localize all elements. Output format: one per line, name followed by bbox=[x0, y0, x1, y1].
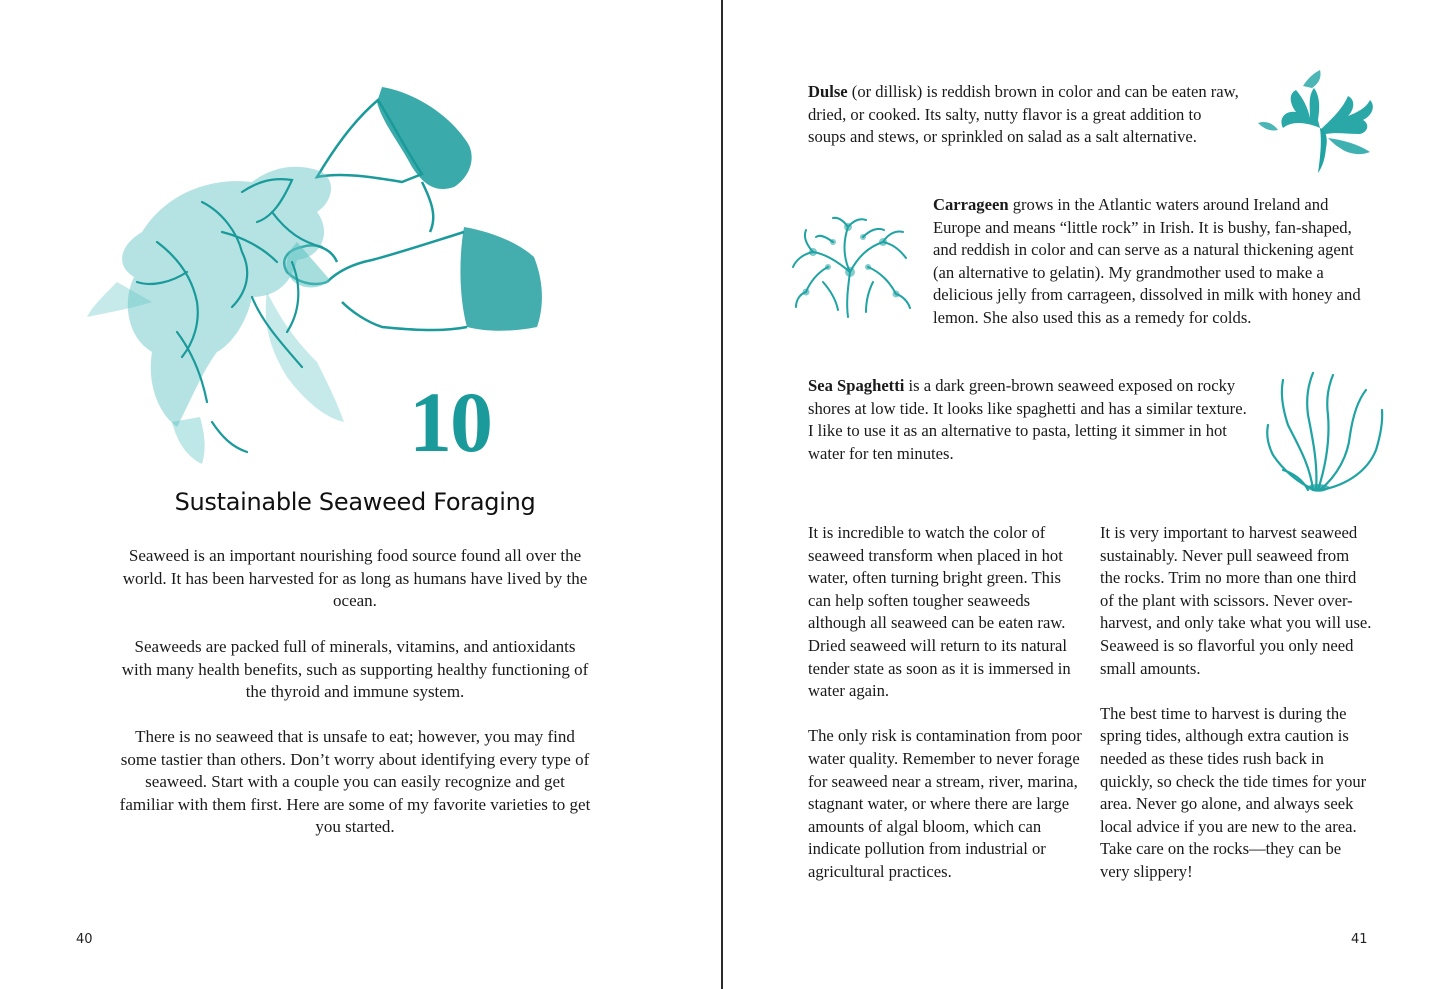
body-paragraph: The only risk is contamination from poor water quality. Remember to never forage for seaweed near a stream, river, marina, stagnant water, or where there are large amounts of algal bloom, which can indicate pollution from industrial or agricultural practices. bbox=[808, 726, 1082, 881]
body-paragraph: The best time to harvest is during the spring tides, although extra caution is needed as these tides rush back in quickly, so check the tide times for your area. Never go alone, and always seek local advice if you are new to the area. Take care on the rocks—they can be very slippery! bbox=[1100, 703, 1367, 881]
variety-description: (or dillisk) is reddish brown in color and can be eaten raw, dried, or cooked. Its salty, nutty flavor is a great addition to soups and stews, or sprinkled on salad as a salt alternative. bbox=[808, 82, 1239, 147]
variety-name: Sea Spaghetti bbox=[808, 376, 905, 395]
carrageen-seaweed-icon bbox=[788, 212, 918, 322]
right-page bbox=[723, 0, 1445, 989]
sea-spaghetti-icon bbox=[1258, 365, 1393, 497]
dulse-seaweed-icon bbox=[1248, 68, 1398, 178]
variety-description: grows in the Atlantic waters around Ireland and Europe and means “little rock” in Irish. It is bushy, fan-shaped, and reddish in color and can serve as a natural thickening agent (an alternative to gelatin). My grandmother used to make a delicious jelly from carrageen, dissolved in milk with honey and lemon. She also used this as a remedy for colds. bbox=[933, 195, 1361, 327]
variety-description: is a dark green-brown seaweed exposed on rocky shores at low tide. It looks like spaghetti and has a similar texture. I like to use it as an alternative to pasta, letting it simmer in hot water for ten minutes. bbox=[808, 376, 1247, 463]
page-number: 40 bbox=[76, 932, 93, 947]
intro-paragraph: Seaweeds are packed full of minerals, vitamins, and antioxidants with many health benefits, such as supporting healthy functioning of the thyroid and immune system. bbox=[121, 637, 589, 702]
body-paragraph: It is incredible to watch the color of seaweed transform when placed in hot water, often turning bright green. This can help soften tougher seaweeds although all seaweed can be eaten raw. Dried seaweed will return to its natural tender state as soon as it is immersed in water again. bbox=[808, 523, 1071, 701]
chapter-number: 10 bbox=[409, 374, 491, 470]
body-paragraph: It is very important to harvest seaweed sustainably. Never pull seaweed from the rocks. Trim no more than one third of the plant with scissors. Never over-harvest, and only take what you will use. Seaweed is so flavorful you only need small amounts. bbox=[1100, 523, 1372, 678]
carrageen-entry bbox=[933, 194, 1373, 330]
intro-paragraph: Seaweed is an important nourishing food source found all over the world. It has been harvested for as long as humans have lived by the ocean. bbox=[122, 546, 588, 611]
variety-name: Dulse bbox=[808, 82, 848, 101]
left-page bbox=[0, 0, 722, 989]
dulse-entry bbox=[808, 81, 1243, 149]
body-column-right bbox=[1100, 522, 1372, 906]
body-column-left bbox=[808, 522, 1083, 906]
sea-spaghetti-entry bbox=[808, 375, 1253, 465]
intro-paragraph: There is no seaweed that is unsafe to eat; however, you may find some tastier than others. Don’t worry about identifying every type of seaweed. Start with a couple you can easily recognize and get familiar with them first. Here are some of my favorite varieties to get you started. bbox=[119, 727, 591, 837]
variety-name: Carrageen bbox=[933, 195, 1009, 214]
chapter-title: Sustainable Seaweed Foraging bbox=[174, 488, 536, 516]
page-number: 41 bbox=[1351, 932, 1368, 947]
